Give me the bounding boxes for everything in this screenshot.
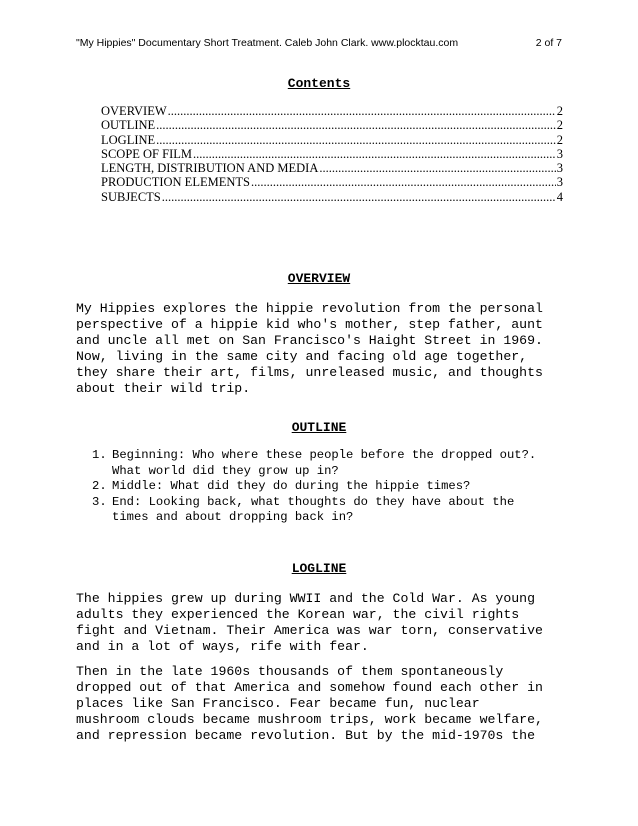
header-title: "My Hippies" Documentary Short Treatment. Caleb John Clark. www.plocktau.com bbox=[76, 37, 459, 49]
contents-heading: Contents bbox=[287, 76, 351, 91]
logline-paragraph-1: The hippies grew up during WWII and the Cold War. As young adults they experienced the Korean war, the civil rights fight and Vietnam. Their America was war torn, conservative and in a lot of ways, rife with fear. bbox=[76, 591, 543, 655]
toc-page: 3 bbox=[556, 146, 563, 161]
toc-label: PRODUCTION ELEMENTS bbox=[101, 175, 250, 190]
toc-item-length-distribution-media[interactable] bbox=[101, 161, 563, 175]
toc-label: OVERVIEW bbox=[101, 104, 167, 118]
list-number: 3. bbox=[92, 494, 107, 509]
list-number: 2. bbox=[92, 479, 107, 493]
toc-label: LENGTH, DISTRIBUTION AND MEDIA bbox=[101, 161, 319, 176]
toc-leader bbox=[319, 161, 555, 175]
list-item bbox=[92, 448, 562, 479]
toc-leader bbox=[168, 104, 556, 118]
page-number: 2 of 7 bbox=[535, 37, 562, 49]
toc-page: 3 bbox=[556, 175, 563, 190]
outline-list bbox=[92, 448, 562, 526]
toc-page: 3 bbox=[556, 161, 563, 176]
list-text: Beginning: Who where these people before the dropped out?. What world did they grow up in? bbox=[112, 448, 537, 478]
table-of-contents bbox=[101, 104, 563, 204]
list-text: End: Looking back, what thoughts do they have about the times and about dropping back in? bbox=[112, 494, 515, 524]
toc-label: LOGLINE bbox=[101, 132, 156, 147]
list-text: Middle: What did they do during the hippie times? bbox=[112, 479, 471, 493]
toc-item-logline[interactable] bbox=[101, 133, 563, 147]
toc-leader bbox=[251, 175, 556, 189]
toc-item-production-elements[interactable] bbox=[101, 175, 563, 189]
toc-label: SUBJECTS bbox=[101, 189, 161, 204]
list-item bbox=[92, 495, 562, 526]
logline-paragraph-2: Then in the late 1960s thousands of them spontaneously dropped out of that America and somehow found each other in places like San Francisco. Fear became fun, nuclear mushroom clouds became mushroom trips, work became welfare, and repression became revolution. But by the mid-1970s the bbox=[76, 664, 543, 744]
toc-item-overview[interactable] bbox=[101, 104, 563, 118]
toc-item-subjects[interactable] bbox=[101, 190, 563, 204]
outline-heading: OUTLINE bbox=[291, 420, 347, 435]
overview-heading: OVERVIEW bbox=[287, 271, 351, 286]
toc-leader bbox=[156, 133, 556, 147]
toc-page: 4 bbox=[556, 189, 563, 204]
toc-leader bbox=[156, 118, 556, 132]
toc-leader bbox=[193, 147, 556, 161]
toc-page: 2 bbox=[556, 132, 563, 147]
toc-page: 2 bbox=[556, 104, 563, 118]
toc-item-scope-of-film[interactable] bbox=[101, 147, 563, 161]
list-item bbox=[92, 479, 562, 495]
list-number: 1. bbox=[92, 448, 107, 462]
overview-text: My Hippies explores the hippie revolution from the personal perspective of a hippie kid who's mother, step father, aunt and uncle all met on San Francisco's Haight Street in 1969. Now, living in the same city and facing old age together, they share their art, films, unreleased music, and thoughts about their wild trip. bbox=[76, 301, 543, 397]
toc-leader bbox=[162, 190, 556, 204]
page-header bbox=[76, 37, 562, 49]
toc-item-outline[interactable] bbox=[101, 118, 563, 132]
logline-heading: LOGLINE bbox=[291, 561, 347, 576]
toc-page: 2 bbox=[556, 118, 563, 133]
toc-label: SCOPE OF FILM bbox=[101, 146, 192, 161]
toc-label: OUTLINE bbox=[101, 118, 156, 133]
